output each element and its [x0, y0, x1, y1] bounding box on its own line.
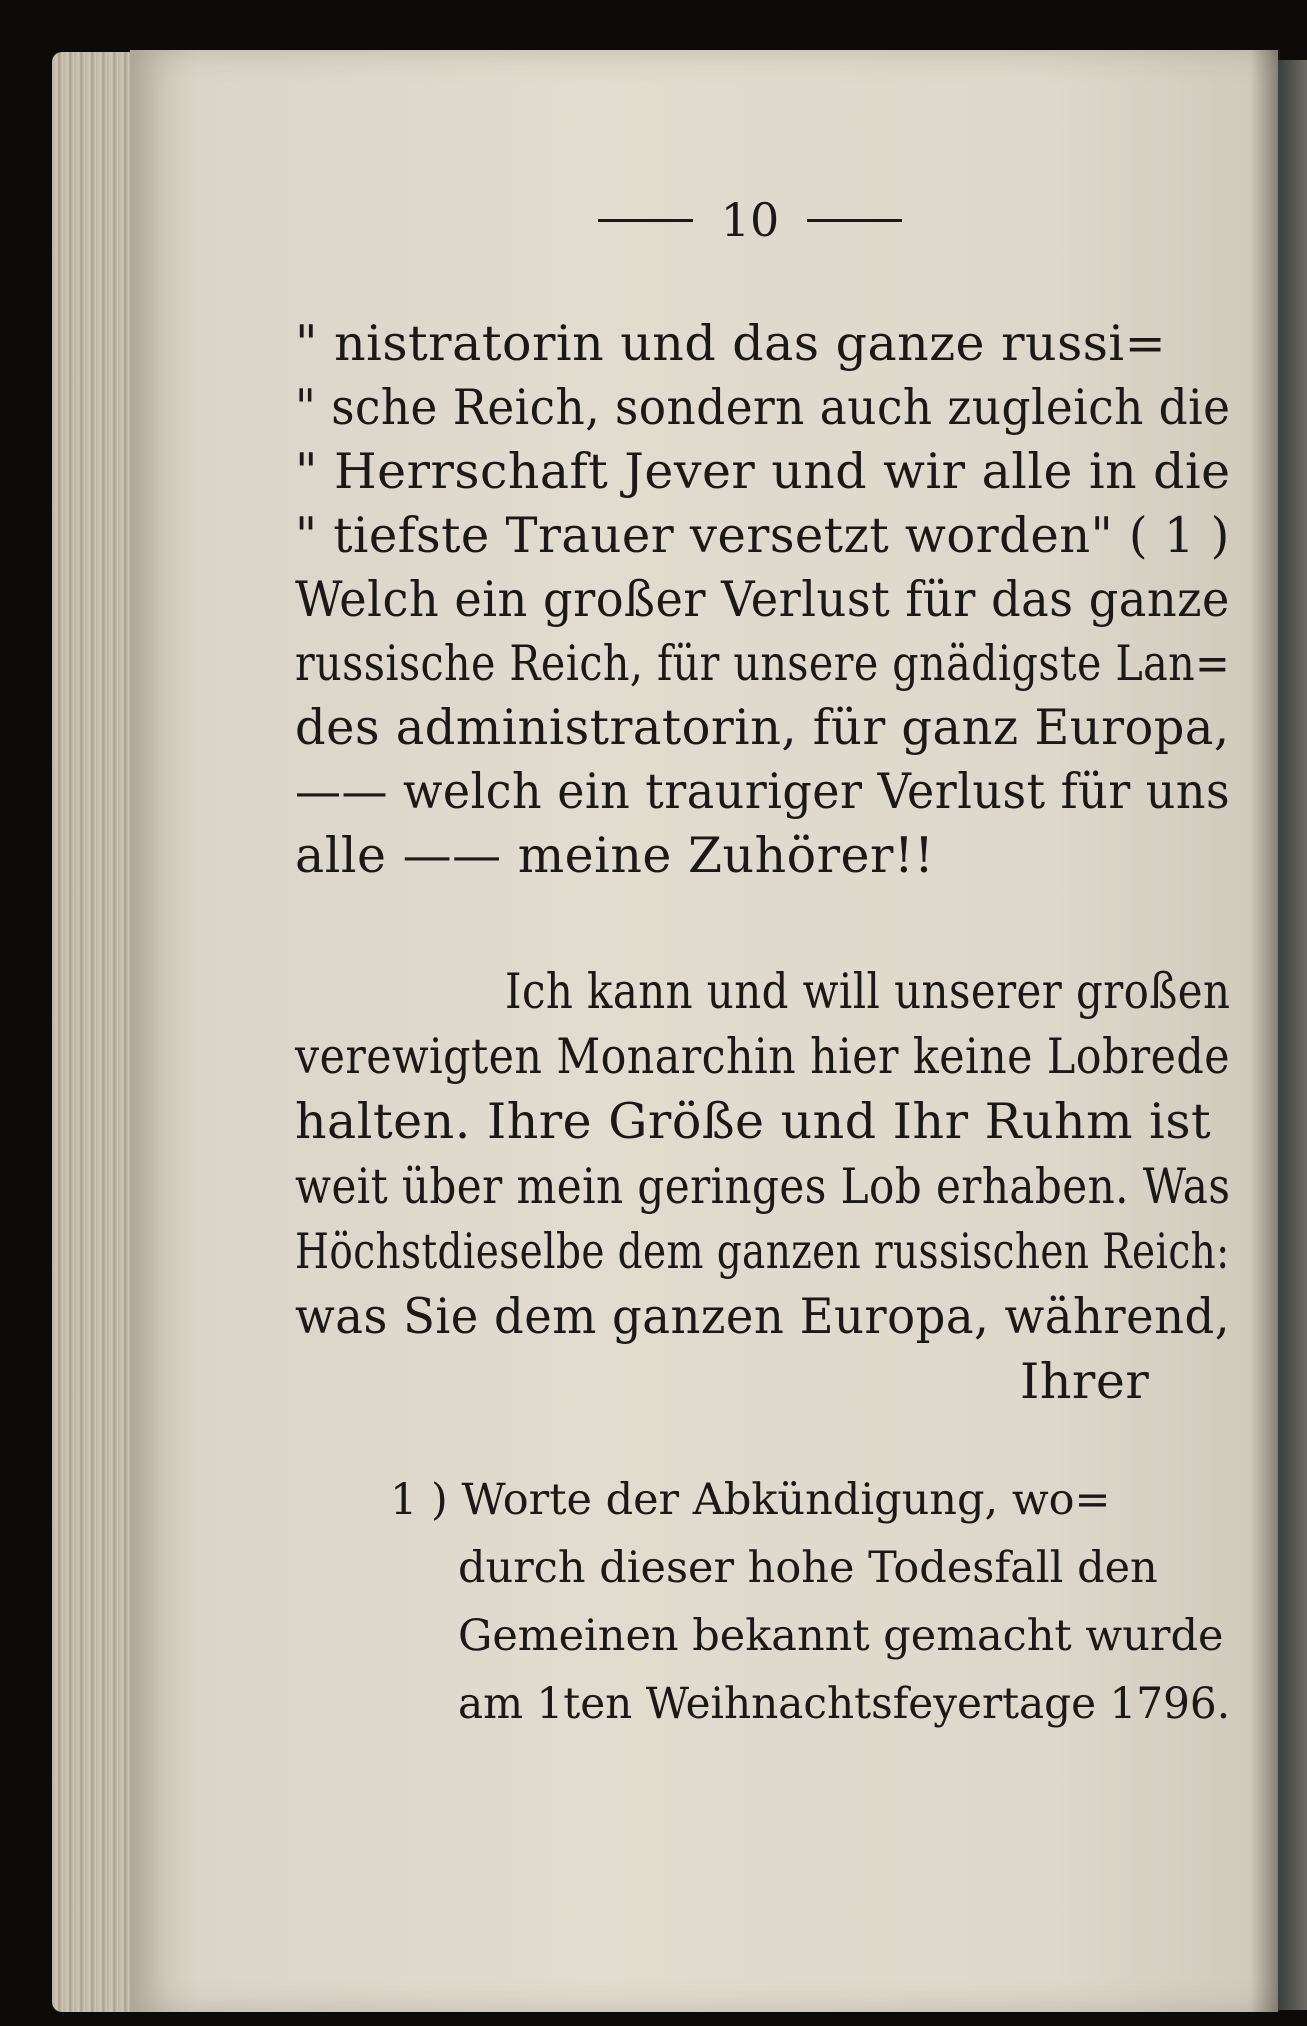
- body-line: —— welch ein trauriger Verlust für uns: [295, 763, 1231, 820]
- body-line: Welch ein großer Verlust für das ganze: [295, 571, 1230, 628]
- header-rule-right: [807, 219, 902, 222]
- facing-page-edge: [1278, 60, 1307, 2010]
- paragraph-line: was Sie dem ganzen Europa, während,: [295, 1288, 1231, 1345]
- header-rule-left: [598, 219, 693, 222]
- body-line: " Herrschaft Jever und wir alle in die: [295, 443, 1231, 500]
- footnote-line: Gemeinen bekannt gemacht wurde: [458, 1611, 1224, 1661]
- footnote-line: durch dieser hohe Todesfall den: [458, 1543, 1158, 1593]
- catchword: Ihrer: [1020, 1353, 1150, 1410]
- body-line: " nistratorin und das ganze russi=: [295, 315, 1167, 372]
- body-line: alle —— meine Zuhörer!!: [295, 827, 935, 884]
- page-gutter-shadow: [1250, 50, 1280, 2012]
- paragraph-line: Ich kann und will unserer großen: [505, 963, 1231, 1020]
- body-line: " sche Reich, sondern auch zugleich die: [295, 379, 1231, 436]
- paragraph-line: halten. Ihre Größe und Ihr Ruhm ist: [295, 1093, 1212, 1150]
- body-line: des administratorin, für ganz Europa,: [295, 699, 1230, 756]
- footnote-line: 1 ) Worte der Abkündigung, wo=: [390, 1475, 1111, 1525]
- page-header: [550, 190, 950, 250]
- footnote-line: am 1ten Weihnachtsfeyertage 1796.: [458, 1679, 1231, 1729]
- paragraph-line: verewigten Monarchin hier keine Lobrede: [295, 1028, 1230, 1085]
- paragraph-line: weit über mein geringes Lob erhaben. Was: [295, 1158, 1231, 1215]
- paragraph-line: Höchstdieselbe dem ganzen russischen Reich:: [295, 1223, 1230, 1280]
- body-line: " tiefste Trauer versetzt worden" ( 1 ): [295, 507, 1230, 564]
- body-line: russische Reich, für unsere gnädigste Lan=: [295, 635, 1231, 692]
- page-number: 10: [720, 193, 780, 247]
